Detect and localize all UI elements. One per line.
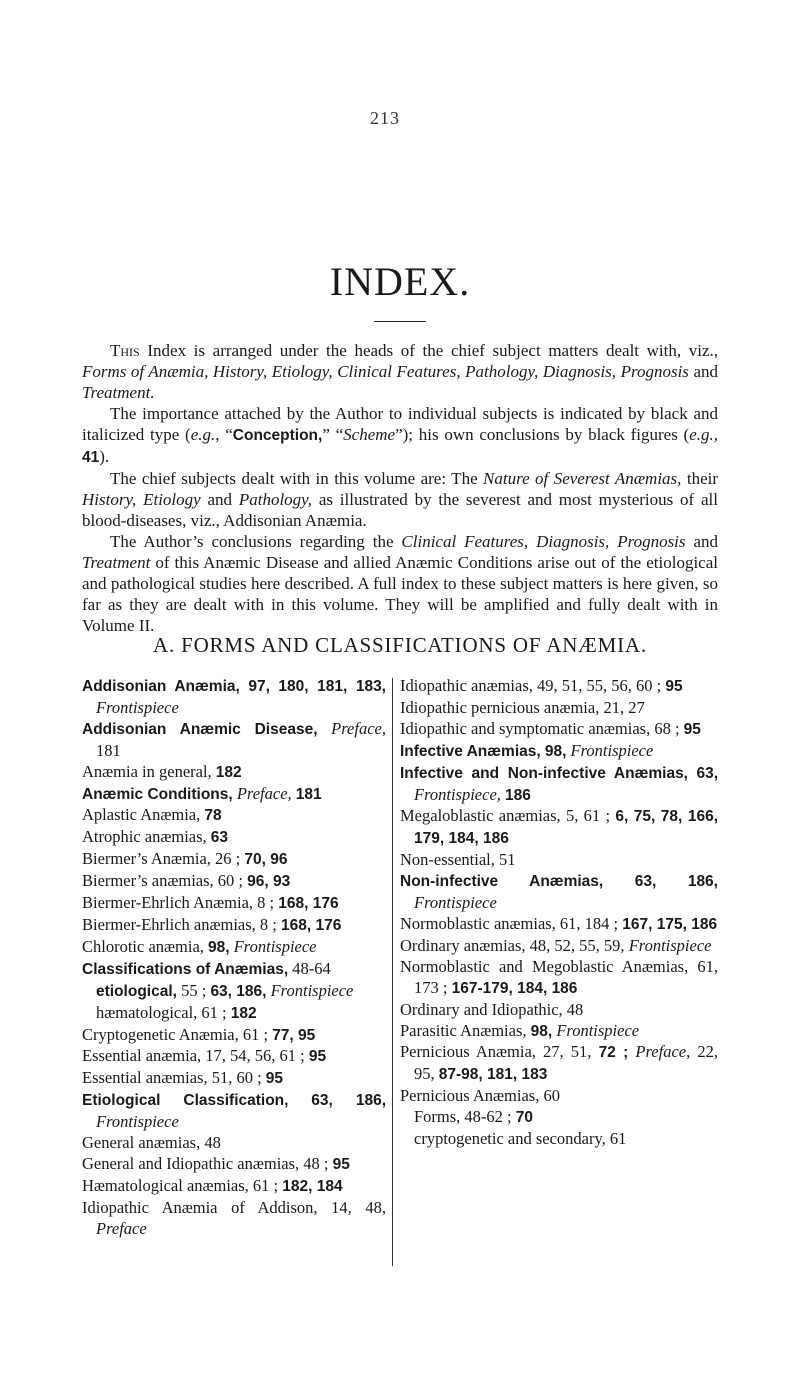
- text-run: Idiopathic Anæmia of Addison, 14, 48,: [82, 1197, 386, 1217]
- index-entry: [400, 871, 718, 914]
- text-run: Frontispiece: [96, 1112, 179, 1132]
- text-run: e.g.: [190, 425, 216, 444]
- text-run: 167, 175, 186: [622, 915, 718, 933]
- text-run: Idiopathic and symptomatic anæmias, 68 ;: [400, 718, 684, 738]
- text-run: 182: [215, 763, 242, 781]
- text-run: Ordinary and Idiopathic, 48: [400, 999, 584, 1019]
- text-run: 72 ;: [598, 1044, 629, 1062]
- section-heading: A. FORMS AND CLASSIFICATIONS OF ANÆMIA.: [153, 633, 647, 657]
- index-entry: [82, 1090, 386, 1133]
- text-run: 95: [683, 720, 701, 738]
- text-run: 98,: [544, 742, 567, 760]
- index-entry: [82, 1133, 386, 1154]
- text-run: 6, 75, 78, 166, 179, 184, 186: [414, 808, 718, 848]
- text-run: 182: [230, 1004, 257, 1022]
- text-run: Forms, 48-62 ;: [414, 1107, 516, 1127]
- text-run: Biermer-Ehrlich Anæmia, 8 ;: [82, 893, 279, 913]
- text-run: ”); his own conclusions by black figures (: [395, 425, 690, 444]
- text-run: Non-infective Anæmias, 63, 186,: [400, 873, 718, 891]
- text-run: 95: [665, 678, 683, 695]
- text-run: and: [688, 362, 719, 381]
- text-run: 63, 186,: [210, 982, 267, 1000]
- text-run: Parasitic Anæmias,: [400, 1020, 531, 1040]
- index-entry: [400, 957, 718, 1000]
- text-run: , “: [215, 425, 233, 444]
- intro-paragraph: [82, 340, 718, 403]
- text-run: 77, 95: [272, 1026, 316, 1044]
- index-entry: [82, 1025, 386, 1047]
- index-entry: [82, 1003, 386, 1025]
- title-rule: [374, 321, 426, 322]
- intro-text: [82, 340, 718, 636]
- text-run: Preface,: [331, 718, 386, 738]
- text-run: General anæmias, 48: [82, 1133, 221, 1153]
- text-run: 63,: [696, 764, 719, 782]
- text-run: 55 ;: [176, 980, 211, 1000]
- text-run: 78: [204, 807, 222, 825]
- text-run: Hæmatological anæmias, 61 ;: [82, 1175, 283, 1195]
- text-run: Infective Anæmias,: [400, 742, 541, 760]
- text-run: 181: [96, 740, 121, 760]
- index-entry: [400, 698, 718, 719]
- text-run: and: [685, 532, 718, 551]
- text-run: Preface: [96, 1218, 147, 1238]
- index-entry: [82, 915, 386, 937]
- intro-paragraph: [82, 468, 718, 531]
- text-run: 63, 186,: [311, 1092, 387, 1110]
- index-entry: [400, 914, 718, 936]
- text-run: Biermer-Ehrlich anæmias, 8 ;: [82, 914, 281, 934]
- text-run: The Author’s conclusions regarding the: [110, 532, 402, 551]
- index-entry: [400, 850, 718, 871]
- text-run: Frontispiece: [96, 697, 179, 717]
- text-run: e.g.: [689, 425, 714, 444]
- text-run: Frontispiece: [233, 936, 317, 956]
- text-run: Pernicious Anæmias, 60: [400, 1086, 560, 1106]
- intro-paragraph: [82, 531, 718, 636]
- index-entry: [82, 827, 386, 849]
- text-run: 87-98, 181, 183: [438, 1066, 548, 1084]
- index-entry: [82, 762, 386, 784]
- text-run: Normoblastic anæmias, 61, 184 ;: [400, 913, 623, 933]
- text-run: Infective and Non-infective Anæmias,: [400, 764, 688, 782]
- index-entry: [400, 741, 718, 763]
- text-run: Atrophic anæmias,: [82, 827, 211, 847]
- text-run: 48-64: [288, 958, 331, 978]
- text-run: Chlorotic anæmia,: [82, 936, 209, 956]
- text-run: Normoblastic and Megoblastic Anæmias, 61, 173 ;: [400, 956, 718, 997]
- text-run: Frontispiece: [556, 1020, 640, 1040]
- index-entry: [82, 893, 386, 915]
- index-entry: [82, 719, 386, 762]
- text-run: Addisonian Anæmic Disease,: [82, 720, 318, 738]
- text-run: Pathology,: [238, 490, 313, 509]
- text-run: Preface,: [236, 783, 292, 803]
- text-run: Essential anæmias, 51, 60 ;: [82, 1068, 266, 1088]
- text-run: Cryptogenetic Anæmia, 61 ;: [82, 1024, 273, 1044]
- index-entry: [82, 784, 386, 806]
- text-run: Clinical Features, Diagnosis, Prognosis: [401, 532, 686, 551]
- text-run: 95: [265, 1070, 284, 1088]
- index-entry: [400, 806, 718, 850]
- index-entry: [82, 805, 386, 827]
- text-run: Megaloblastic anæmias, 5, 61 ;: [400, 806, 616, 826]
- text-run: Biermer’s anæmias, 60 ;: [82, 871, 248, 891]
- text-run: Treatment: [82, 553, 151, 572]
- index-entry: [82, 1154, 386, 1176]
- text-run: Addisonian Anæmia, 97, 180, 181, 183,: [82, 678, 386, 695]
- text-run: Treatment.: [82, 383, 155, 402]
- text-run: Idiopathic anæmias, 49, 51, 55, 56, 60 ;: [400, 676, 666, 695]
- text-run: Frontispiece: [270, 980, 354, 1000]
- text-run: Ordinary anæmias, 48, 52, 55, 59,: [400, 935, 629, 955]
- page-number: 213: [370, 108, 400, 128]
- column-divider: [392, 678, 393, 1266]
- text-run: Frontispiece: [570, 740, 654, 760]
- text-run: The importance attached by the Author to individual subjects is indicated by black and italicized type (: [82, 404, 718, 444]
- index-column-left: [82, 676, 386, 1240]
- text-run: 182, 184: [282, 1177, 343, 1195]
- index-entry: [82, 676, 386, 719]
- text-run: Essential anæmia, 17, 54, 56, 61 ;: [82, 1046, 309, 1066]
- text-run: 181: [295, 785, 322, 803]
- index-entry: [400, 936, 718, 957]
- page-title: INDEX.: [329, 259, 471, 304]
- text-run: 186: [505, 786, 531, 804]
- text-run: 168, 176: [281, 916, 342, 934]
- text-run: Conception,: [232, 427, 323, 444]
- text-run: ” “: [322, 425, 344, 444]
- index-entry: [400, 1000, 718, 1021]
- text-run: Scheme: [343, 425, 396, 444]
- index-entry: [82, 959, 386, 981]
- text-run: Anæmia in general,: [82, 761, 216, 781]
- text-run: General and Idiopathic anæmias, 48 ;: [82, 1153, 333, 1173]
- text-run: Frontispiece: [414, 893, 497, 913]
- text-run: Aplastic Anæmia,: [82, 805, 205, 825]
- text-run: Preface,: [635, 1042, 691, 1062]
- text-run: 98,: [208, 938, 230, 956]
- text-run: 98,: [530, 1022, 553, 1040]
- text-run: and: [200, 490, 239, 509]
- text-run: [318, 719, 332, 738]
- text-run: 22, 95,: [414, 1042, 719, 1084]
- index-column-right: [400, 676, 718, 1150]
- text-run: 41: [82, 449, 100, 466]
- text-run: The chief subjects dealt with in this volume are: The: [110, 469, 484, 488]
- text-run: 96, 93: [247, 873, 291, 891]
- text-run: 70: [515, 1109, 534, 1127]
- text-run: as illustrated by the severest and most mysterious of all blood-diseases, viz., Addisonian Anæmia.: [82, 490, 718, 530]
- text-run: Non-essential, 51: [400, 850, 516, 870]
- index-entry: [400, 1021, 718, 1043]
- text-run: Index is arranged under the heads of the chief subject matters dealt with, viz.,: [139, 341, 718, 360]
- text-run: 63: [210, 829, 229, 847]
- index-entry: [400, 1042, 718, 1086]
- index-entry: [400, 1086, 718, 1107]
- text-run: Frontispiece,: [414, 784, 501, 804]
- index-entry: [82, 1198, 386, 1240]
- text-run: Forms of Anæmia, History, Etiology, Clinical Features, Pathology, Diagnosis, Prognosis: [82, 362, 689, 381]
- index-entry: [400, 676, 718, 698]
- index-entry: [400, 719, 718, 741]
- index-entry: [82, 849, 386, 871]
- index-entry: [400, 1129, 718, 1150]
- text-run: Pernicious Anæmia, 27, 51,: [400, 1042, 599, 1062]
- index-entry: [82, 981, 386, 1003]
- text-run: Nature of Severest Anæmias,: [483, 469, 682, 488]
- text-run: ,: [713, 425, 719, 444]
- text-run: This: [110, 341, 140, 360]
- text-run: of this Anæmic Disease and allied Anæmic Conditions arise out of the etiological and pathological studies here described. A full index to these subject matters is here given, so far as they are dealt with in this volume. They will be amplified and fully dealt with in Volume II.: [82, 553, 718, 635]
- index-entry: [82, 937, 386, 959]
- index-entry: [82, 1046, 386, 1068]
- index-entry: [82, 1068, 386, 1090]
- index-entry: [82, 1176, 386, 1198]
- text-run: Classifications of Anæmias,: [82, 960, 289, 978]
- text-run: Frontispiece: [628, 935, 712, 955]
- text-run: cryptogenetic and secondary, 61: [414, 1129, 627, 1149]
- text-run: hæmatological, 61 ;: [96, 1002, 231, 1022]
- text-run: 95: [308, 1048, 327, 1066]
- text-run: Idiopathic pernicious anæmia, 21, 27: [400, 697, 645, 717]
- text-run: Biermer’s Anæmia, 26 ;: [82, 849, 245, 869]
- text-run: etiological,: [96, 982, 177, 1000]
- text-run: 167-179, 184, 186: [451, 979, 578, 997]
- intro-paragraph: [82, 403, 718, 468]
- text-run: 95: [332, 1155, 350, 1173]
- text-run: 70, 96: [244, 851, 288, 869]
- text-run: Etiological Classification,: [82, 1092, 289, 1110]
- text-run: ).: [99, 447, 110, 466]
- text-run: History, Etiology: [82, 490, 201, 509]
- text-run: 168, 176: [278, 895, 339, 913]
- text-run: [288, 1090, 311, 1109]
- text-run: Anæmic Conditions,: [82, 785, 233, 803]
- text-run: their: [681, 469, 718, 488]
- index-entry: [400, 763, 718, 807]
- index-entry: [82, 871, 386, 893]
- index-entry: [400, 1107, 718, 1129]
